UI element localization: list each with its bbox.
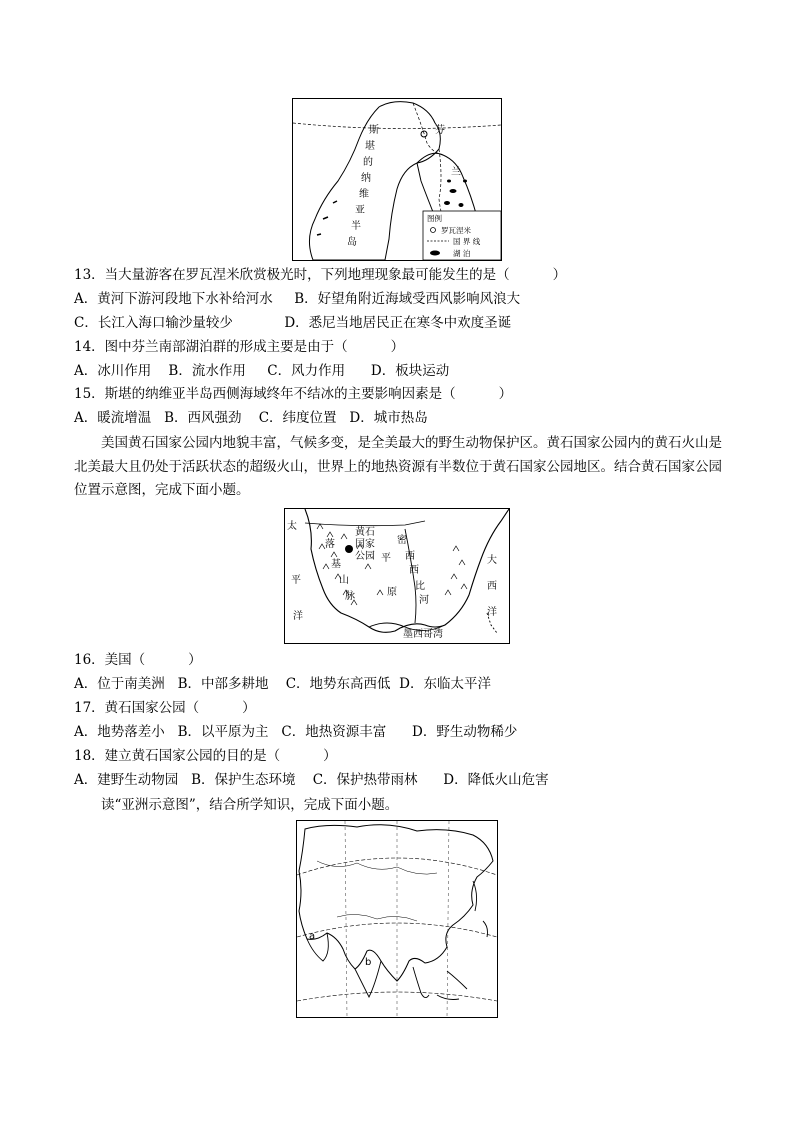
- map2-label: 太: [287, 521, 297, 532]
- q14-options: A．冰川作用 B．流水作用 C．风力作用 D．板块运动: [74, 363, 450, 379]
- yellowstone-map: [284, 508, 510, 644]
- map3-label-a: a: [309, 931, 316, 942]
- map2-label: 平: [381, 553, 391, 564]
- map1-label: 维: [359, 189, 369, 200]
- map2-label: 山: [339, 575, 349, 586]
- map2-label: 河: [419, 595, 429, 606]
- map1-label: 岛: [347, 237, 357, 248]
- q13-options-ab: A．黄河下游河段地下水补给河水 B．好望角附近海域受西风影响风浪大: [74, 291, 521, 307]
- legend-title: 图例: [427, 214, 442, 223]
- legend-lake: 湖 泊: [453, 249, 471, 258]
- asia-map: [296, 820, 498, 1018]
- map2-label: 西: [409, 565, 419, 576]
- yellowstone-passage: 美国黄石国家公园内地貌丰富，气候多变，是全美最大的野生动物保护区。黄石国家公园内的黄石火山是北美最大且仍处于活跃状态的超级火山，世界上的地热资源有半数位于黄石国家公园地区。结合黄石国家公园位置示意图，完成下面小题。: [74, 435, 722, 498]
- map2-label: 原: [387, 587, 397, 598]
- q17-stem: 17．黄石国家公园（ ）: [74, 700, 256, 716]
- map1-label: 半: [351, 221, 361, 232]
- map2-label: 平: [291, 575, 301, 586]
- q13-stem: 13．当大量游客在罗瓦涅米欣赏极光时，下列地理现象最可能发生的是（ ）: [74, 267, 567, 283]
- map2-label: 黄石: [355, 527, 375, 538]
- map2-label: 墨西哥湾: [403, 629, 443, 640]
- q13-options-cd: C．长江入海口输沙量较少 D．悉尼当地居民正在寒冬中欢度圣诞: [74, 315, 512, 331]
- map2-label: 洋: [487, 607, 497, 618]
- legend-rovaniemi: 罗瓦涅米: [441, 226, 471, 235]
- map1-label: 兰: [451, 167, 461, 178]
- map1-label: 堪: [365, 141, 375, 152]
- map2-label: 比: [415, 581, 425, 592]
- legend-border: 国 界 线: [453, 237, 481, 246]
- asia-passage: 读“亚洲示意图”，结合所学知识，完成下面小题。: [101, 797, 399, 813]
- map1-legend: [423, 211, 501, 260]
- q15-stem: 15．斯堪的纳维亚半岛西侧海域终年不结冰的主要影响因素是（ ）: [74, 386, 513, 402]
- map1-label: 斯: [369, 125, 379, 136]
- map2-label: 脉: [345, 591, 355, 602]
- map2-label: 西: [405, 551, 415, 562]
- map3-label-b: b: [365, 957, 372, 968]
- map2-label: 密: [397, 535, 407, 546]
- map2-label: 国家: [355, 539, 375, 550]
- map2-label: 洋: [293, 611, 303, 622]
- q18-stem: 18．建立黄石国家公园的目的是（ ）: [74, 748, 337, 764]
- q17-options: A．地势落差小 B．以平原为主 C．地热资源丰富 D．野生动物稀少: [74, 724, 518, 740]
- map2-label: 基: [331, 559, 341, 570]
- q16-options: A．位于南美洲 B．中部多耕地 C．地势东高西低 D．东临太平洋: [74, 676, 491, 692]
- q14-stem: 14．图中芬兰南部湖泊群的形成主要是由于（ ）: [74, 339, 405, 355]
- scandinavia-map: [292, 98, 502, 261]
- map2-label: 大: [487, 555, 497, 566]
- map2-label: 西: [487, 581, 497, 592]
- q18-options: A．建野生动物园 B．保护生态环境 C．保护热带雨林 D．降低火山危害: [74, 772, 549, 788]
- map1-label: 亚: [355, 205, 365, 216]
- map1-label: 的: [363, 157, 373, 168]
- q16-stem: 16．美国（ ）: [74, 652, 202, 668]
- map2-label: 公园: [355, 551, 375, 562]
- map1-label: 纳: [361, 173, 371, 184]
- q15-options: A．暖流增温 B．西风强劲 C．纬度位置 D．城市热岛: [74, 410, 428, 426]
- map2-label: 落: [325, 539, 335, 550]
- map1-label: 芬: [435, 125, 445, 136]
